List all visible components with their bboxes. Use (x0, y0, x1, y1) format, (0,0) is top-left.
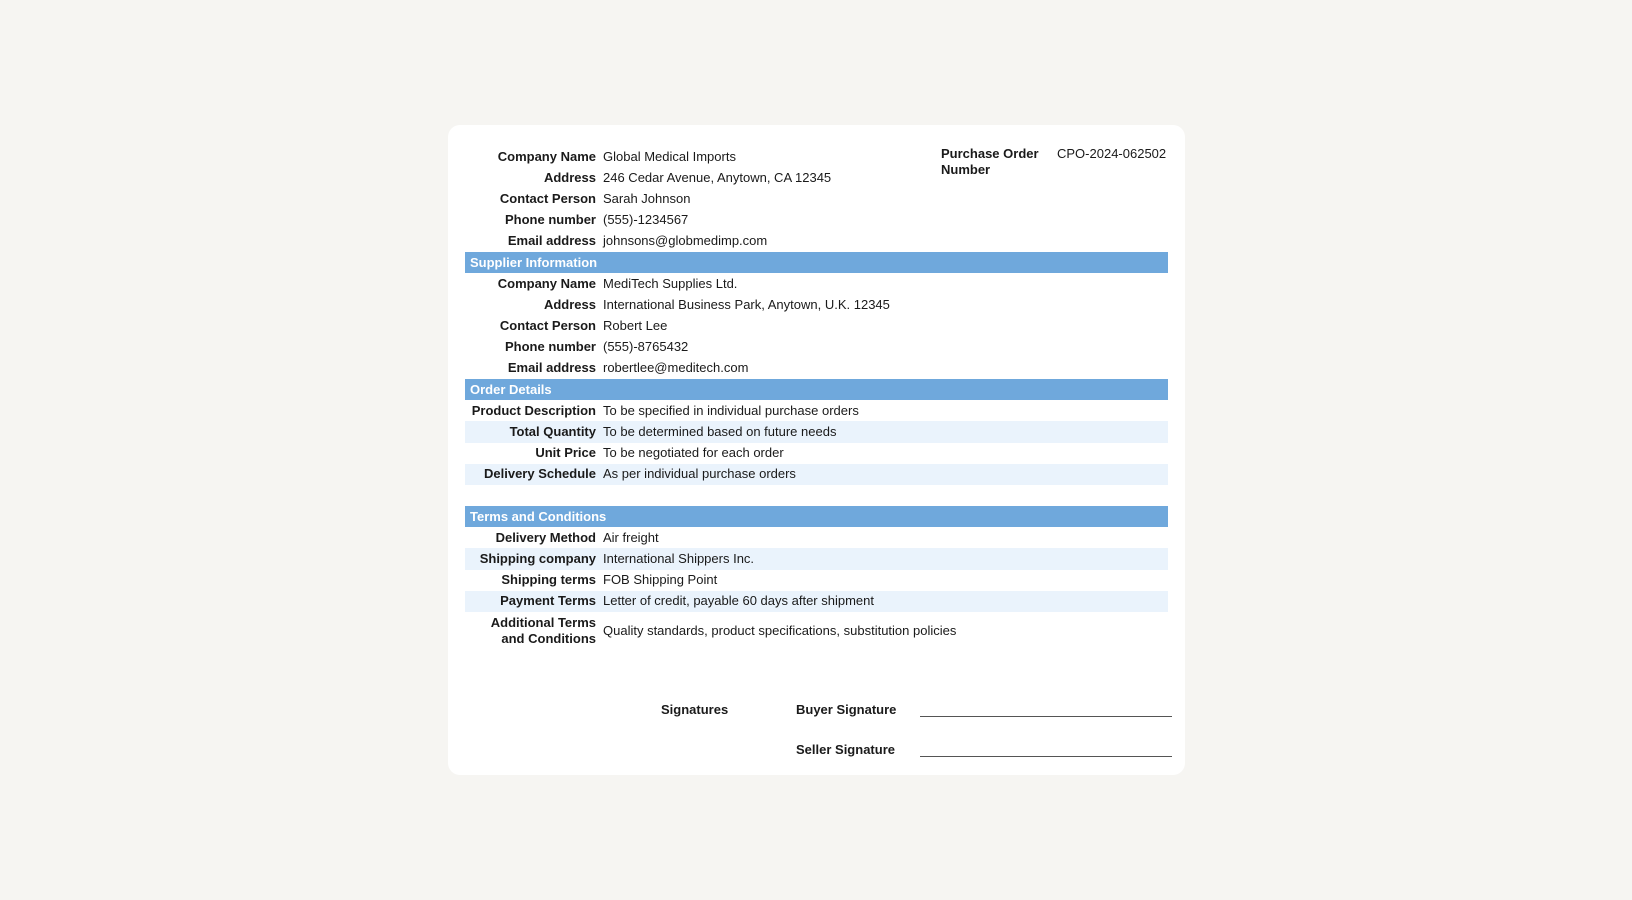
supplier-section-header: Supplier Information (465, 252, 1168, 273)
field-label: Contact Person (499, 190, 596, 206)
field-label: Phone number (504, 339, 596, 355)
field-value: FOB Shipping Point (603, 572, 718, 588)
supplier-row-email (465, 358, 1168, 379)
field-label: Contact Person (499, 318, 596, 334)
field-label: Shipping company (479, 550, 596, 566)
signatures-title: Signatures (661, 702, 729, 717)
field-label: Additional Terms and Conditions (490, 614, 596, 646)
field-value: Quality standards, product specifications, substitution policies (603, 622, 957, 638)
field-label: Email address (507, 233, 596, 249)
buyer-signature-label: Buyer Signature (796, 702, 897, 717)
field-label: Phone number (504, 212, 596, 228)
field-value: International Business Park, Anytown, U.K. 12345 (603, 296, 890, 312)
field-label: Delivery Schedule (484, 466, 596, 482)
field-value: Robert Lee (603, 318, 668, 334)
buyer-row-contact-person (465, 188, 1168, 209)
field-value: robertlee@meditech.com (603, 360, 749, 376)
field-value: johnsons@globmedimp.com (603, 233, 768, 249)
purchase-order-number-value: CPO-2024-062502 (1057, 146, 1167, 161)
field-label: Payment Terms (500, 593, 596, 609)
field-label: Unit Price (535, 445, 596, 461)
section-spacer (465, 485, 1168, 506)
terms-row-shipping-company (465, 548, 1168, 569)
supplier-row-phone (465, 337, 1168, 358)
field-label: Delivery Method (495, 529, 596, 545)
order-row-delivery-schedule (465, 464, 1168, 485)
purchase-order-document (448, 125, 1185, 775)
supplier-information (465, 252, 1168, 379)
order-section-header: Order Details (465, 379, 1168, 400)
buyer-signature-line[interactable] (920, 716, 1172, 717)
field-value: Sarah Johnson (603, 190, 691, 206)
field-label: Shipping terms (501, 572, 596, 588)
field-label: Total Quantity (509, 424, 596, 440)
buyer-row-email (465, 231, 1168, 252)
field-value: International Shippers Inc. (603, 550, 755, 566)
field-value: To be specified in individual purchase orders (603, 402, 859, 418)
field-label: Company Name (497, 275, 596, 291)
seller-signature-line[interactable] (920, 756, 1172, 757)
purchase-order-number-label: Purchase Order Number (941, 146, 1039, 177)
terms-row-additional-terms (465, 612, 1168, 650)
terms-row-delivery-method (465, 527, 1168, 548)
order-row-total-quantity (465, 421, 1168, 442)
field-value: To be negotiated for each order (603, 445, 784, 461)
terms-row-shipping-terms (465, 570, 1168, 591)
supplier-row-contact-person (465, 316, 1168, 337)
field-value: Letter of credit, payable 60 days after shipment (603, 593, 874, 609)
supplier-row-company-name (465, 273, 1168, 294)
field-value: To be determined based on future needs (603, 424, 837, 440)
field-label: Address (543, 296, 596, 312)
field-value: MediTech Supplies Ltd. (603, 275, 738, 291)
field-label: Address (543, 169, 596, 185)
terms-row-payment-terms (465, 591, 1168, 612)
purchase-order-number-block (941, 146, 1166, 178)
document-body (465, 146, 1168, 757)
field-label: Email address (507, 360, 596, 376)
field-label: Product Description (471, 402, 596, 418)
order-row-unit-price (465, 443, 1168, 464)
field-value: 246 Cedar Avenue, Anytown, CA 12345 (603, 169, 832, 185)
order-row-product-description (465, 400, 1168, 421)
signatures-block (465, 694, 1168, 774)
field-value: (555)-1234567 (603, 212, 689, 228)
field-value: As per individual purchase orders (603, 466, 796, 482)
field-value: Air freight (603, 529, 659, 545)
terms-section-header: Terms and Conditions (465, 506, 1168, 527)
field-value: (555)-8765432 (603, 339, 689, 355)
field-value: Global Medical Imports (603, 148, 736, 164)
field-label: Company Name (497, 148, 596, 164)
seller-signature-label: Seller Signature (796, 742, 895, 757)
buyer-row-phone (465, 210, 1168, 231)
supplier-row-address (465, 294, 1168, 315)
order-details (465, 379, 1168, 485)
terms-and-conditions (465, 506, 1168, 650)
